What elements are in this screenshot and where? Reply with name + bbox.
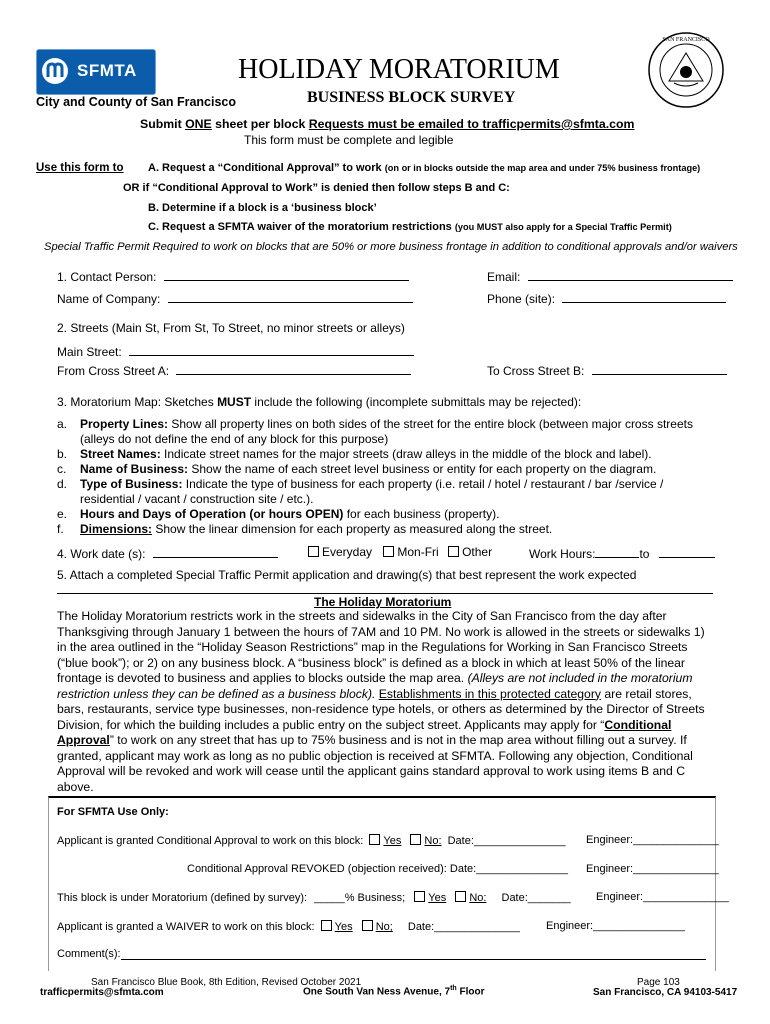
map-item-bold: Name of Business:	[80, 462, 189, 476]
revoked-row	[187, 863, 568, 875]
moratorium-alleys-note: (Alleys are not included in the moratorium restriction unless they can be defined as a business block).	[57, 671, 693, 701]
submit-requests: Requests must be emailed to trafficpermits@sfmta.com	[308, 117, 635, 131]
mor-date-field[interactable]: _______	[527, 892, 571, 904]
cond-engineer-label: Engineer:	[586, 834, 634, 846]
footer-address-sup: th	[450, 985, 457, 992]
mor-engineer	[596, 891, 729, 903]
footer-address-post: Floor	[456, 986, 485, 998]
revoked-engineer-field[interactable]: ______________	[633, 863, 719, 875]
moratorium-p1: The Holiday Moratorium restricts work in the streets and sidewalks in the City of San Francisco from the day after Thanksgiving through January 1 between the hours of 7AM and 10 PM. No work is allowed in the streets or sidewalks 1) in the area outlined in the “Holiday Season Restrictions” map in the Regulations for Working in San Francisco Streets (“blue book”); or 2) on any business block. A “business block” is defined as a block in which at least 50% of the linear frontage is devoted to business and applies to blocks outside the map area.	[57, 609, 705, 685]
company-label: Name of Company:	[57, 292, 161, 306]
svg-text:SAN FRANCISCO: SAN FRANCISCO	[662, 37, 710, 43]
contact-label: 1. Contact Person:	[57, 270, 157, 284]
cond-approval-row	[57, 834, 566, 847]
moratorium-label: This block is under Moratorium (defined by survey):	[57, 892, 308, 904]
footer-address-pre: One South Van Ness Avenue, 7	[303, 986, 451, 998]
everyday-checkbox[interactable]	[308, 546, 319, 557]
mor-engineer-field[interactable]: ______________	[643, 891, 729, 903]
map-item-desc: Indicate street names for the major streets (draw alleys in the middle of the block and label).	[160, 447, 652, 461]
comments-label: Comment(s):	[57, 948, 121, 960]
item-b: B. Determine if a block is a ‘business block’	[148, 202, 377, 214]
cond-engineer-field[interactable]: ______________	[633, 834, 719, 846]
phone-label: Phone (site):	[487, 292, 556, 306]
item-a	[148, 162, 700, 174]
cond-no-checkbox[interactable]	[410, 834, 421, 845]
moratorium-row	[57, 891, 571, 904]
cond-yes-label: Yes	[383, 835, 402, 847]
cond-engineer	[586, 834, 719, 846]
map-item-text	[80, 447, 717, 462]
submit-pre: Submit	[140, 117, 186, 131]
map-must: MUST	[217, 395, 252, 409]
to-cross-row	[487, 362, 727, 378]
footer-email: trafficpermits@sfmta.com	[40, 987, 164, 998]
map-item-bold: Type of Business:	[80, 477, 183, 491]
submit-instruction	[140, 117, 634, 131]
work-hours-row	[529, 545, 715, 561]
monfri-label: Mon-Fri	[397, 545, 439, 559]
to-cross-label: To Cross Street B:	[487, 364, 585, 378]
work-hours-until[interactable]	[659, 545, 715, 558]
map-item-desc: for each business (property).	[343, 507, 500, 521]
map-item	[57, 462, 717, 477]
waiver-yes-label: Yes	[334, 921, 353, 933]
moratorium-conditional: Conditional Approval	[57, 717, 672, 747]
submit-mid: sheet per block	[211, 117, 309, 131]
map-item-label: a.	[57, 417, 68, 431]
map-item-label: b.	[57, 447, 68, 461]
footer-address	[303, 985, 484, 997]
moratorium-heading: The Holiday Moratorium	[314, 595, 452, 609]
work-hours-label: Work Hours:	[529, 547, 596, 561]
phone-field[interactable]	[562, 290, 726, 303]
item-a-small: (on or in blocks outside the map area and under 75% business frontage)	[384, 163, 701, 173]
map-pre: 3. Moratorium Map: Sketches	[57, 395, 218, 409]
map-post: include the following (incomplete submittals may be rejected):	[251, 395, 582, 409]
waiver-label: Applicant is granted a WAIVER to work on this block:	[57, 921, 315, 933]
mor-date-label: Date:	[501, 892, 528, 904]
mor-yes-label: Yes	[428, 892, 447, 904]
map-item-text	[80, 507, 717, 522]
waiver-no-checkbox[interactable]	[362, 920, 373, 931]
map-item-label: d.	[57, 477, 68, 491]
from-cross-field[interactable]	[176, 362, 411, 375]
other-label: Other	[462, 545, 493, 559]
map-item-desc: Indicate the type of business for each property (i.e. retail / hotel / restaurant / bar /service / residential / vacant / construction site / etc.).	[80, 477, 664, 506]
logo-mark-icon	[42, 58, 68, 84]
from-cross-label: From Cross Street A:	[57, 364, 170, 378]
legible-note: This form must be complete and legible	[244, 133, 454, 147]
city-seal	[647, 31, 725, 109]
pct-label: % Business;	[344, 892, 406, 904]
email-label: Email:	[487, 270, 521, 284]
office-use-box	[48, 796, 716, 971]
waiver-yes-checkbox[interactable]	[321, 920, 332, 931]
contact-row	[57, 268, 409, 284]
map-item-label: e.	[57, 507, 68, 521]
item-a-main: A. Request a “Conditional Approval” to work	[148, 162, 385, 174]
map-item-bold: Hours and Days of Operation (or hours OPEN)	[80, 507, 344, 521]
contact-field[interactable]	[164, 268, 409, 281]
page-subtitle: BUSINESS BLOCK SURVEY	[307, 89, 516, 106]
map-item-desc: Show the linear dimension for each property as measured along the street.	[152, 522, 553, 536]
use-this-form: Use this form to	[36, 162, 124, 174]
footer-page: Page 103	[637, 977, 680, 988]
email-row	[487, 268, 733, 284]
main-street-row	[57, 343, 414, 359]
item-c-main: C. Request a SFMTA waiver of the moratorium restrictions	[148, 221, 455, 233]
from-cross-row	[57, 362, 411, 378]
office-heading: For SFMTA Use Only:	[57, 806, 169, 818]
revoked-engineer	[586, 863, 719, 875]
moratorium-paragraph	[57, 609, 717, 795]
main-street-field[interactable]	[129, 343, 414, 356]
moratorium-protected: Establishments in this protected category	[378, 686, 601, 701]
monfri-checkbox[interactable]	[383, 546, 394, 557]
work-date-row	[57, 545, 278, 561]
waiver-engineer	[546, 920, 685, 932]
waiver-row	[57, 920, 520, 933]
cond-approval-label: Applicant is granted Conditional Approval to work on this block:	[57, 835, 364, 847]
company-field[interactable]	[168, 290, 413, 303]
map-item-bold: Dimensions:	[80, 522, 153, 536]
waiver-date-label: Date:	[407, 921, 435, 933]
map-item-text	[80, 477, 717, 507]
map-item-label: f.	[57, 522, 64, 536]
revoked-label: Conditional Approval REVOKED (objection received): Date:	[187, 863, 477, 875]
work-date-field[interactable]	[153, 545, 278, 558]
comments-row	[57, 948, 121, 960]
divider-line	[57, 593, 713, 594]
map-item	[57, 447, 717, 462]
work-day-options	[308, 545, 492, 559]
moratorium-rest: are retail stores, bars, restaurants, service type businesses, non-residence type hotels, or others as determined by the Director of Streets Division, for which the building includes a public entry on the subject street. Applicants may apply for “	[57, 686, 705, 732]
revoked-engineer-label: Engineer:	[586, 863, 634, 875]
map-item-text	[80, 522, 717, 537]
footer-city: San Francisco, CA 94103-5417	[593, 987, 738, 998]
map-item-desc: Show all property lines on both sides of the street for the entire block (between major cross streets (alleys do not define the end of any block for this purpose)	[80, 417, 693, 446]
agency-name: City and County of San Francisco	[36, 95, 237, 109]
waiver-no-label: No;	[375, 921, 393, 933]
waiver-date-field[interactable]: ______________	[434, 921, 520, 933]
mor-yes-checkbox[interactable]	[414, 891, 425, 902]
email-field[interactable]	[528, 268, 733, 281]
special-permit-note: Special Traffic Permit Required to work on blocks that are 50% or more business frontage in addition to conditional approvals and/or waivers	[44, 241, 738, 253]
pct-field[interactable]: _____	[314, 892, 345, 904]
mor-no-label: No:	[469, 892, 487, 904]
map-item	[57, 417, 717, 447]
work-date-label: 4. Work date (s):	[57, 547, 146, 561]
mor-no-checkbox[interactable]	[455, 891, 466, 902]
revoked-date-field[interactable]: _______________	[476, 863, 568, 875]
comments-field[interactable]	[121, 959, 706, 960]
map-item	[57, 507, 717, 522]
main-street-label: Main Street:	[57, 345, 122, 359]
phone-row	[487, 290, 726, 306]
map-item-bold: Street Names:	[80, 447, 161, 461]
sfmta-logo	[36, 49, 156, 95]
waiver-engineer-label: Engineer:	[546, 920, 594, 932]
map-item-bold: Property Lines:	[80, 417, 169, 431]
cond-date-field[interactable]: _______________	[473, 835, 566, 847]
company-row	[57, 290, 413, 306]
to-cross-field[interactable]	[592, 362, 727, 375]
attach-instruction: 5. Attach a completed Special Traffic Permit application and drawing(s) that best represent the work expected	[57, 568, 637, 582]
work-hours-to: to	[639, 547, 650, 561]
map-item-text	[80, 417, 717, 447]
cond-yes-checkbox[interactable]	[369, 834, 380, 845]
map-instruction	[57, 395, 581, 409]
footer-bluebook: San Francisco Blue Book, 8th Edition, Revised October 2021	[91, 977, 362, 988]
mor-engineer-label: Engineer:	[596, 891, 644, 903]
map-item	[57, 477, 717, 507]
logo-text: SFMTA	[77, 61, 137, 80]
work-hours-from[interactable]	[595, 545, 639, 558]
waiver-engineer-field[interactable]: _______________	[593, 920, 685, 932]
map-item-label: c.	[57, 462, 67, 476]
or-line: OR if “Conditional Approval to Work” is denied then follow steps B and C:	[123, 182, 510, 194]
everyday-label: Everyday	[322, 545, 373, 559]
cond-date-label: Date:	[447, 835, 474, 847]
map-item-text	[80, 462, 717, 477]
map-item	[57, 522, 717, 537]
submit-one: ONE	[185, 117, 212, 131]
item-c	[148, 221, 672, 233]
item-c-small: (you MUST also apply for a Special Traffic Permit)	[454, 222, 672, 232]
moratorium-end: ” to work on any street that has up to 75% business and is not in the map area without filling out a survey. If granted, applicant may work as long as no public objection is received at SFMTA. Following any objection, Conditional Approval will be revoked and work will cease until the applicant gains standard approval to work using items B and C above.	[57, 733, 693, 794]
streets-label: 2. Streets (Main St, From St, To Street, no minor streets or alleys)	[57, 321, 405, 335]
other-checkbox[interactable]	[448, 546, 459, 557]
page-title: HOLIDAY MORATORIUM	[238, 54, 560, 85]
map-item-desc: Show the name of each street level business or entity for each property on the diagram.	[188, 462, 657, 476]
cond-no-label: No:	[424, 835, 442, 847]
